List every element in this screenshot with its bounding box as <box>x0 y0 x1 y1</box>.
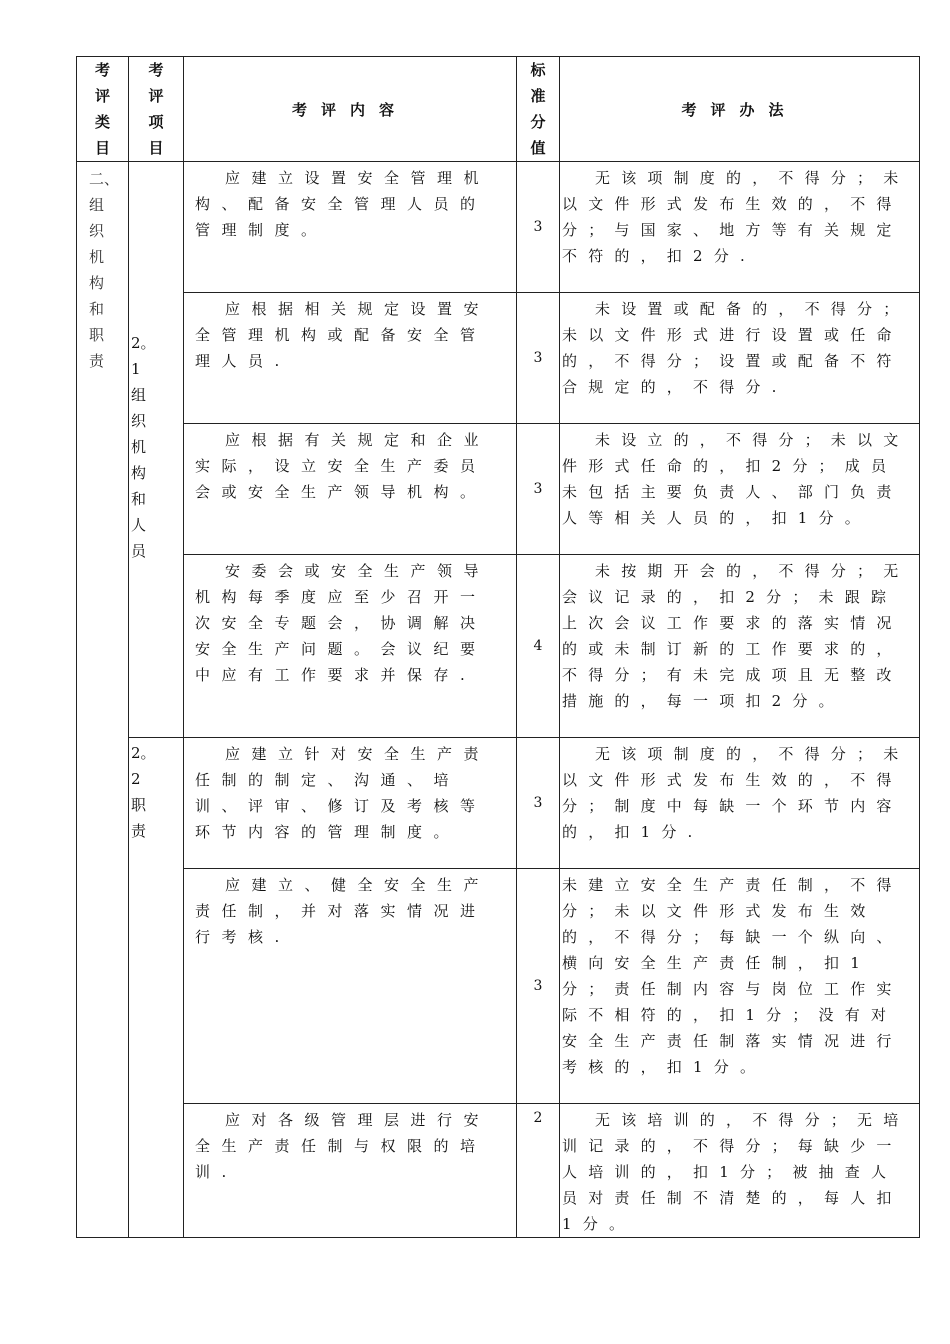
content-cell: 应建立、健全安全生产责任制，并对落实情况进行考核. <box>184 869 517 1104</box>
evaluation-table <box>76 56 920 1238</box>
score-cell: 4 <box>517 555 560 738</box>
method-cell: 未建立安全生产责任制，不得分；未以文件形式发布生效的，不得分；每缺一个纵向、横向安全生产责任制，扣1分；责任制内容与岗位工作实际不相符的，扣1分；没有对安全生产责任制落实情况进行考核的，扣1分。 <box>560 869 920 1104</box>
header-row <box>77 57 920 162</box>
score-cell: 3 <box>517 293 560 424</box>
header-category: 考评类目 <box>77 57 129 162</box>
table-row <box>77 555 920 738</box>
item-cell: 2。1组织机构和人员 <box>129 162 184 738</box>
method-cell: 无该项制度的，不得分；未以文件形式发布生效的，不得分；制度中每缺一个环节内容的，扣1分. <box>560 738 920 869</box>
method-cell: 未设置或配备的，不得分；未以文件形式进行设置或任命的，不得分；设置或配备不符合规定的，不得分. <box>560 293 920 424</box>
content-cell: 安委会或安全生产领导机构每季度应至少召开一次安全专题会，协调解决安全生产问题。会议纪要中应有工作要求并保存. <box>184 555 517 738</box>
header-method: 考评办法 <box>560 57 920 162</box>
category-cell: 二、组织机构和职责 <box>77 162 129 1238</box>
table-row <box>77 424 920 555</box>
content-cell: 应建立设置安全管理机构、配备安全管理人员的管理制度。 <box>184 162 517 293</box>
method-cell: 未设立的，不得分；未以文件形式任命的，扣2分；成员未包括主要负责人、部门负责人等相关人员的，扣1分。 <box>560 424 920 555</box>
content-cell: 应对各级管理层进行安全生产责任制与权限的培训. <box>184 1104 517 1238</box>
score-cell: 3 <box>517 162 560 293</box>
item-cell: 2。2职责 <box>129 738 184 1238</box>
method-cell: 无该培训的，不得分；无培训记录的，不得分；每缺少一人培训的，扣1分；被抽查人员对责任制不清楚的，每人扣1分。 <box>560 1104 920 1238</box>
content-cell: 应建立针对安全生产责任制的制定、沟通、培训、评审、修订及考核等环节内容的管理制度。 <box>184 738 517 869</box>
content-cell: 应根据相关规定设置安全管理机构或配备安全管理人员. <box>184 293 517 424</box>
score-cell: 3 <box>517 869 560 1104</box>
method-cell: 无该项制度的，不得分；未以文件形式发布生效的，不得分；与国家、地方等有关规定不符的，扣2分. <box>560 162 920 293</box>
score-cell: 3 <box>517 424 560 555</box>
score-cell: 3 <box>517 738 560 869</box>
header-content: 考评内容 <box>184 57 517 162</box>
content-cell: 应根据有关规定和企业实际，设立安全生产委员会或安全生产领导机构。 <box>184 424 517 555</box>
method-cell: 未按期开会的，不得分；无会议记录的，扣2分；未跟踪上次会议工作要求的落实情况的或未制订新的工作要求的，不得分；有未完成项且无整改措施的，每一项扣2分。 <box>560 555 920 738</box>
table-row <box>77 869 920 1104</box>
header-score: 标准分值 <box>517 57 560 162</box>
table-row <box>77 293 920 424</box>
score-cell: 2 <box>517 1104 560 1238</box>
header-item: 考评项目 <box>129 57 184 162</box>
table-row <box>77 162 920 293</box>
table-row <box>77 738 920 869</box>
table-row <box>77 1104 920 1238</box>
